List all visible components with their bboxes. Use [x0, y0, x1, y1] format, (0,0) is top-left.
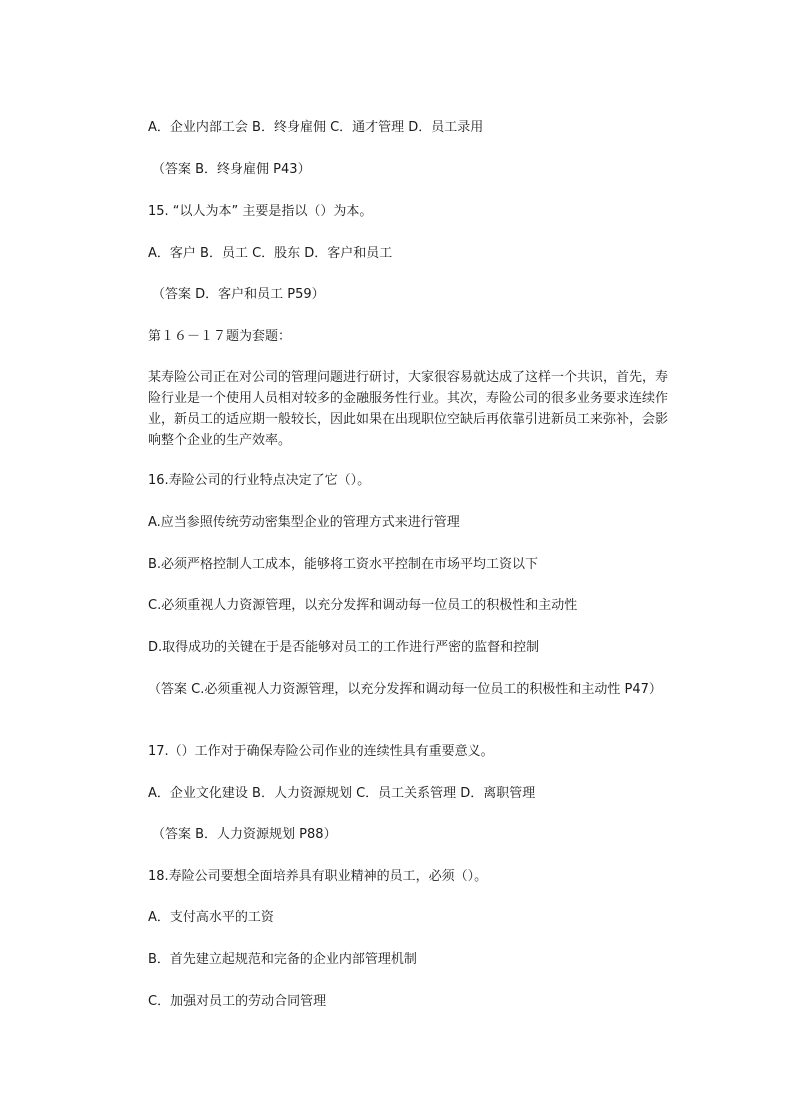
case-paragraph: 某寿险公司正在对公司的管理问题进行研讨，大家很容易就达成了这样一个共识，首先，寿险行业是一个使用人员相对较多的金融服务性行业。其次，寿险公司的很多业务要求连续作业，新员工的适应期一般较长，因此如果在出现职位空缺后再依靠引进新员工来弥补，会影响整个企业的生产效率。: [148, 370, 669, 448]
q14-answer: （答案 B．终身雇佣 P43）: [152, 162, 311, 177]
q15-options: A．客户 B．员工 C．股东 D．客户和员工: [148, 246, 393, 261]
q18-question: 18.寿险公司要想全面培养具有职业精神的员工，必须（）。: [148, 869, 488, 884]
q17-options: A．企业文化建设 B．人力资源规划 C．员工关系管理 D．离职管理: [148, 786, 536, 801]
q17-question: 17.（）工作对于确保寿险公司作业的连续性具有重要意义。: [148, 744, 494, 759]
q16-answer: （答案 C.必须重视人力资源管理，以充分发挥和调动每一位员工的积极性和主动性 P47）: [148, 682, 662, 697]
q16-option-d: D.取得成功的关键在于是否能够对员工的工作进行严密的监督和控制: [148, 640, 540, 655]
section-heading: 第１６－１７题为套题：: [148, 329, 292, 344]
q16-option-a: A.应当参照传统劳动密集型企业的管理方式来进行管理: [148, 515, 460, 530]
q16-option-c: C.必须重视人力资源管理，以充分发挥和调动每一位员工的积极性和主动性: [148, 598, 578, 613]
q15-question: 15. “以人为本” 主要是指以（）为本。: [148, 204, 373, 219]
q17-answer: （答案 B．人力资源规划 P88）: [152, 827, 337, 842]
q18-option-a: A．支付高水平的工资: [148, 910, 274, 925]
q18-option-b: B．首先建立起规范和完备的企业内部管理机制: [148, 952, 417, 967]
q16-question: 16.寿险公司的行业特点决定了它（）。: [148, 473, 371, 488]
q14-options: A．企业内部工会 B．终身雇佣 C．通才管理 D．员工录用: [148, 120, 484, 135]
q18-option-c: C．加强对员工的劳动合同管理: [148, 994, 327, 1009]
q15-answer: （答案 D．客户和员工 P59）: [152, 287, 325, 302]
q16-option-b: B.必须严格控制人工成本，能够将工资水平控制在市场平均工资以下: [148, 557, 539, 572]
